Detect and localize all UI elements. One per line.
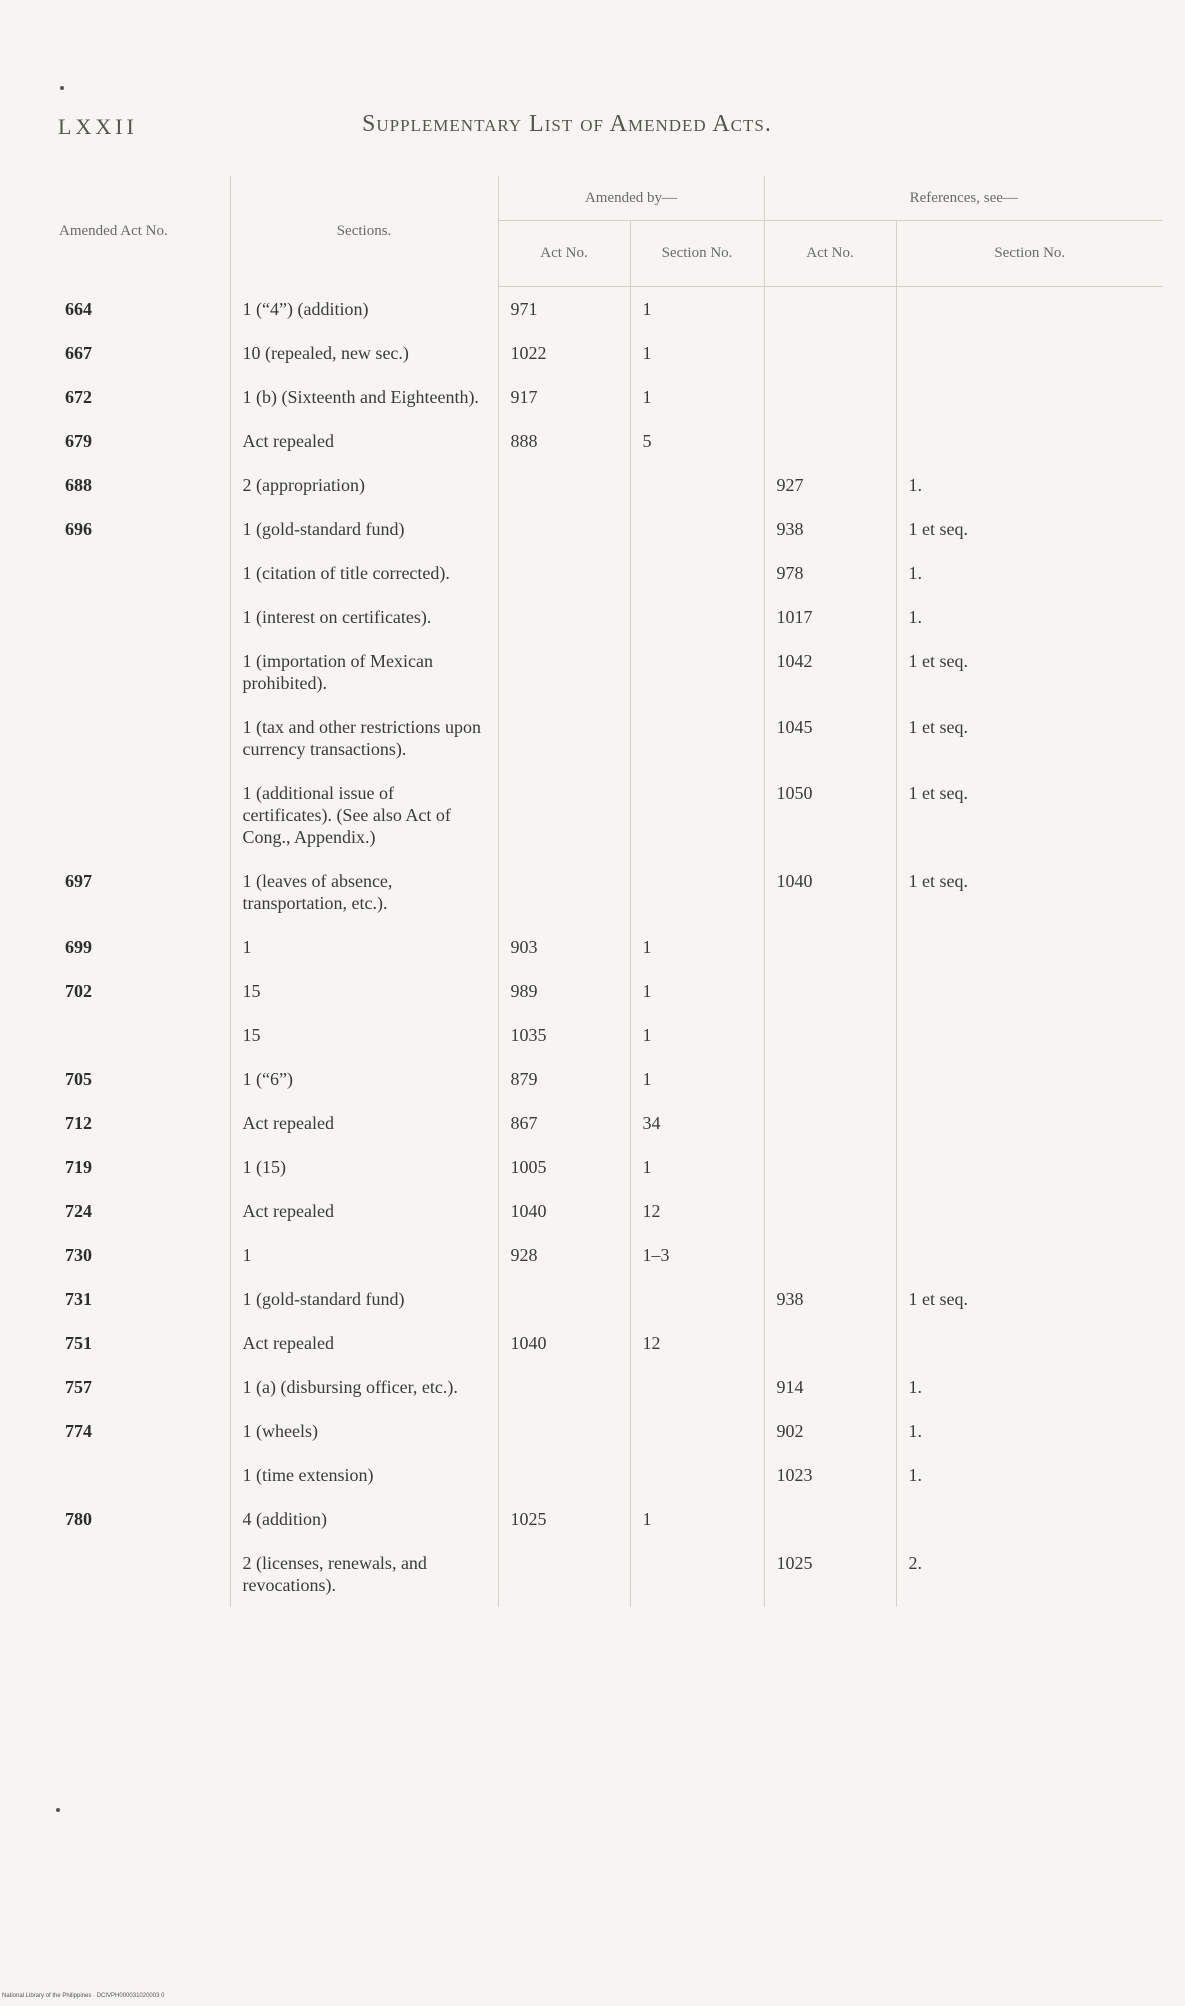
reference-act-no bbox=[764, 331, 896, 375]
amended-act-number bbox=[55, 639, 230, 705]
section-description: 1 (gold-standard fund) bbox=[230, 1277, 498, 1321]
amended-by-section-no: 12 bbox=[630, 1189, 764, 1233]
reference-section-no: 1 et seq. bbox=[896, 507, 1163, 551]
section-description: 1 (gold-standard fund) bbox=[230, 507, 498, 551]
reference-section-no bbox=[896, 331, 1163, 375]
amended-act-number: 724 bbox=[65, 1201, 92, 1221]
amended-by-act-no bbox=[498, 463, 630, 507]
amended-by-act-no bbox=[498, 1409, 630, 1453]
reference-section-no: 1. bbox=[896, 551, 1163, 595]
reference-section-no bbox=[896, 419, 1163, 463]
section-description: 4 (addition) bbox=[230, 1497, 498, 1541]
section-description: 1 (wheels) bbox=[230, 1409, 498, 1453]
amended-by-section-no: 1 bbox=[630, 1497, 764, 1541]
header-amended-by-section-no: Section No. bbox=[630, 221, 764, 287]
amended-by-act-no bbox=[498, 595, 630, 639]
reference-section-no: 1. bbox=[896, 1409, 1163, 1453]
reference-section-no: 1 et seq. bbox=[896, 771, 1163, 859]
page-number: LXXII bbox=[58, 114, 138, 139]
reference-act-no: 1040 bbox=[764, 859, 896, 925]
reference-act-no: 927 bbox=[764, 463, 896, 507]
amended-by-section-no bbox=[630, 507, 764, 551]
amended-by-act-no: 903 bbox=[498, 925, 630, 969]
amended-act-number: 751 bbox=[65, 1333, 92, 1353]
table-row bbox=[55, 551, 1163, 595]
amended-by-section-no: 12 bbox=[630, 1321, 764, 1365]
amended-act-number: 774 bbox=[65, 1421, 92, 1441]
amended-act-number bbox=[55, 595, 230, 639]
section-description: 1 (b) (Sixteenth and Eighteenth). bbox=[230, 375, 498, 419]
table-row bbox=[55, 1101, 1163, 1145]
amended-by-section-no: 1–3 bbox=[630, 1233, 764, 1277]
reference-act-no: 1042 bbox=[764, 639, 896, 705]
amended-by-section-no bbox=[630, 771, 764, 859]
amended-acts-table bbox=[55, 176, 1163, 1607]
reference-act-no: 1050 bbox=[764, 771, 896, 859]
table-row bbox=[55, 1277, 1163, 1321]
amended-act-number: 712 bbox=[65, 1113, 92, 1133]
amended-act-number: 699 bbox=[65, 937, 92, 957]
table-row bbox=[55, 639, 1163, 705]
reference-section-no: 1. bbox=[896, 595, 1163, 639]
amended-by-act-no: 888 bbox=[498, 419, 630, 463]
amended-act-number: 664 bbox=[65, 298, 92, 319]
amended-by-act-no bbox=[498, 639, 630, 705]
reference-act-no bbox=[764, 1189, 896, 1233]
reference-section-no bbox=[896, 1189, 1163, 1233]
amended-act-number: 688 bbox=[65, 475, 92, 495]
amended-by-section-no bbox=[630, 859, 764, 925]
amended-by-section-no: 1 bbox=[630, 1057, 764, 1101]
table-row bbox=[55, 375, 1163, 419]
section-description: 10 (repealed, new sec.) bbox=[230, 331, 498, 375]
reference-section-no: 1. bbox=[896, 1365, 1163, 1409]
table-row bbox=[55, 1057, 1163, 1101]
reference-section-no bbox=[896, 969, 1163, 1013]
section-description: 2 (licenses, renewals, and revocations). bbox=[230, 1541, 498, 1607]
amended-by-section-no: 1 bbox=[630, 969, 764, 1013]
amended-act-number: 667 bbox=[65, 343, 92, 363]
section-description: Act repealed bbox=[230, 419, 498, 463]
table-row bbox=[55, 287, 1163, 332]
table-row bbox=[55, 1541, 1163, 1607]
section-description: 1 (additional issue of certificates). (See also Act of Cong., Appendix.) bbox=[230, 771, 498, 859]
reference-act-no: 978 bbox=[764, 551, 896, 595]
table-row bbox=[55, 595, 1163, 639]
reference-act-no bbox=[764, 1013, 896, 1057]
table-row bbox=[55, 1453, 1163, 1497]
table-row bbox=[55, 1497, 1163, 1541]
amended-by-section-no bbox=[630, 1365, 764, 1409]
header-amended-act-no: Amended Act No. bbox=[59, 222, 168, 239]
amended-by-act-no bbox=[498, 1453, 630, 1497]
amended-by-act-no bbox=[498, 859, 630, 925]
table-body bbox=[55, 287, 1163, 1608]
table-row bbox=[55, 1233, 1163, 1277]
amended-by-section-no: 1 bbox=[630, 925, 764, 969]
amended-by-act-no: 1040 bbox=[498, 1189, 630, 1233]
amended-by-section-no bbox=[630, 551, 764, 595]
section-description: 15 bbox=[230, 1013, 498, 1057]
amended-act-number: 672 bbox=[65, 387, 92, 407]
section-description: Act repealed bbox=[230, 1321, 498, 1365]
section-description: 2 (appropriation) bbox=[230, 463, 498, 507]
table-row bbox=[55, 1365, 1163, 1409]
section-description: 15 bbox=[230, 969, 498, 1013]
amended-by-section-no bbox=[630, 1541, 764, 1607]
reference-act-no: 1023 bbox=[764, 1453, 896, 1497]
amended-act-number: 757 bbox=[65, 1377, 92, 1397]
section-description: 1 (citation of title corrected). bbox=[230, 551, 498, 595]
amended-act-number: 780 bbox=[65, 1509, 92, 1529]
reference-act-no bbox=[764, 969, 896, 1013]
amended-by-act-no: 971 bbox=[498, 287, 630, 332]
table-row bbox=[55, 507, 1163, 551]
reference-act-no: 1017 bbox=[764, 595, 896, 639]
section-description: 1 (time extension) bbox=[230, 1453, 498, 1497]
amended-by-act-no: 989 bbox=[498, 969, 630, 1013]
amended-act-number: 697 bbox=[65, 871, 92, 891]
section-description: 1 (importation of Mexican prohibited). bbox=[230, 639, 498, 705]
amended-act-number: 702 bbox=[65, 981, 92, 1001]
reference-section-no: 2. bbox=[896, 1541, 1163, 1607]
amended-act-number bbox=[55, 1541, 230, 1607]
section-description: 1 (“4”) (addition) bbox=[230, 287, 498, 332]
reference-section-no: 1. bbox=[896, 1453, 1163, 1497]
header-references: References, see— bbox=[764, 176, 1163, 221]
header-amended-by-act-no: Act No. bbox=[498, 221, 630, 287]
amended-by-section-no bbox=[630, 463, 764, 507]
reference-act-no: 1025 bbox=[764, 1541, 896, 1607]
reference-section-no bbox=[896, 1497, 1163, 1541]
reference-section-no bbox=[896, 375, 1163, 419]
amended-by-act-no: 1005 bbox=[498, 1145, 630, 1189]
reference-section-no: 1 et seq. bbox=[896, 859, 1163, 925]
table-row bbox=[55, 331, 1163, 375]
reference-section-no bbox=[896, 1013, 1163, 1057]
table-row bbox=[55, 1321, 1163, 1365]
amended-act-number bbox=[55, 771, 230, 859]
reference-act-no bbox=[764, 419, 896, 463]
amended-by-section-no: 5 bbox=[630, 419, 764, 463]
reference-act-no: 938 bbox=[764, 1277, 896, 1321]
section-description: Act repealed bbox=[230, 1101, 498, 1145]
amended-by-act-no: 917 bbox=[498, 375, 630, 419]
reference-act-no bbox=[764, 1145, 896, 1189]
table-row bbox=[55, 859, 1163, 925]
amended-by-section-no: 1 bbox=[630, 331, 764, 375]
amended-by-act-no bbox=[498, 1277, 630, 1321]
reference-act-no bbox=[764, 1497, 896, 1541]
reference-section-no bbox=[896, 1057, 1163, 1101]
margin-mark bbox=[60, 86, 64, 90]
amended-act-number bbox=[55, 1013, 230, 1057]
reference-act-no bbox=[764, 1233, 896, 1277]
amended-act-number: 719 bbox=[65, 1157, 92, 1177]
table-row bbox=[55, 1409, 1163, 1453]
amended-by-act-no bbox=[498, 507, 630, 551]
reference-section-no bbox=[896, 1321, 1163, 1365]
table-row bbox=[55, 969, 1163, 1013]
amended-by-section-no bbox=[630, 639, 764, 705]
section-description: 1 (“6”) bbox=[230, 1057, 498, 1101]
amended-by-act-no: 1022 bbox=[498, 331, 630, 375]
reference-section-no bbox=[896, 925, 1163, 969]
reference-section-no bbox=[896, 1101, 1163, 1145]
reference-act-no bbox=[764, 1101, 896, 1145]
reference-act-no: 938 bbox=[764, 507, 896, 551]
margin-mark bbox=[56, 1808, 60, 1812]
amended-by-section-no bbox=[630, 1277, 764, 1321]
reference-act-no bbox=[764, 1321, 896, 1365]
amended-by-section-no: 1 bbox=[630, 1145, 764, 1189]
table-row bbox=[55, 1189, 1163, 1233]
amended-by-act-no bbox=[498, 1541, 630, 1607]
amended-act-number: 730 bbox=[65, 1245, 92, 1265]
amended-by-act-no: 928 bbox=[498, 1233, 630, 1277]
reference-act-no: 902 bbox=[764, 1409, 896, 1453]
reference-section-no: 1 et seq. bbox=[896, 705, 1163, 771]
amended-act-number: 696 bbox=[65, 519, 92, 539]
table-row bbox=[55, 771, 1163, 859]
reference-act-no: 914 bbox=[764, 1365, 896, 1409]
reference-act-no bbox=[764, 287, 896, 332]
header-references-section-no: Section No. bbox=[896, 221, 1163, 287]
reference-section-no bbox=[896, 1233, 1163, 1277]
amended-act-number: 705 bbox=[65, 1069, 92, 1089]
amended-by-section-no bbox=[630, 705, 764, 771]
section-description: 1 (leaves of absence, transportation, etc.). bbox=[230, 859, 498, 925]
amended-by-section-no: 1 bbox=[630, 1013, 764, 1057]
amended-act-number: 731 bbox=[65, 1289, 92, 1309]
table-row bbox=[55, 705, 1163, 771]
table-row bbox=[55, 463, 1163, 507]
reference-section-no bbox=[896, 1145, 1163, 1189]
page-title: Supplementary List of Amended Acts. bbox=[362, 111, 772, 137]
amended-act-number bbox=[55, 551, 230, 595]
section-description: 1 bbox=[230, 925, 498, 969]
amended-by-section-no: 1 bbox=[630, 287, 764, 332]
amended-by-act-no bbox=[498, 551, 630, 595]
section-description: 1 (a) (disbursing officer, etc.). bbox=[230, 1365, 498, 1409]
amended-by-section-no bbox=[630, 595, 764, 639]
reference-act-no bbox=[764, 925, 896, 969]
amended-by-act-no: 1040 bbox=[498, 1321, 630, 1365]
header-references-act-no: Act No. bbox=[764, 221, 896, 287]
section-description: Act repealed bbox=[230, 1189, 498, 1233]
archive-credit: National Library of the Philippines · DCIVPH000031020003 0 bbox=[2, 1993, 165, 1999]
amended-act-number: 679 bbox=[65, 431, 92, 451]
amended-by-section-no bbox=[630, 1409, 764, 1453]
reference-act-no bbox=[764, 375, 896, 419]
amended-act-number bbox=[55, 705, 230, 771]
amended-by-section-no bbox=[630, 1453, 764, 1497]
table-row bbox=[55, 1145, 1163, 1189]
table-row bbox=[55, 1013, 1163, 1057]
amended-by-act-no bbox=[498, 705, 630, 771]
section-description: 1 bbox=[230, 1233, 498, 1277]
section-description: 1 (tax and other restrictions upon currency transactions). bbox=[230, 705, 498, 771]
reference-section-no: 1. bbox=[896, 463, 1163, 507]
amended-by-act-no bbox=[498, 771, 630, 859]
amended-by-act-no: 1025 bbox=[498, 1497, 630, 1541]
table-row bbox=[55, 419, 1163, 463]
reference-section-no: 1 et seq. bbox=[896, 639, 1163, 705]
amended-by-act-no bbox=[498, 1365, 630, 1409]
section-description: 1 (15) bbox=[230, 1145, 498, 1189]
amended-by-act-no: 867 bbox=[498, 1101, 630, 1145]
header-amended-by: Amended by— bbox=[498, 176, 764, 221]
section-description: 1 (interest on certificates). bbox=[230, 595, 498, 639]
table-row bbox=[55, 925, 1163, 969]
reference-section-no bbox=[896, 287, 1163, 332]
reference-act-no bbox=[764, 1057, 896, 1101]
amended-by-section-no: 1 bbox=[630, 375, 764, 419]
reference-section-no: 1 et seq. bbox=[896, 1277, 1163, 1321]
amended-by-section-no: 34 bbox=[630, 1101, 764, 1145]
reference-act-no: 1045 bbox=[764, 705, 896, 771]
amended-act-number bbox=[55, 1453, 230, 1497]
amended-by-act-no: 879 bbox=[498, 1057, 630, 1101]
amended-by-act-no: 1035 bbox=[498, 1013, 630, 1057]
header-sections: Sections. bbox=[230, 176, 498, 287]
